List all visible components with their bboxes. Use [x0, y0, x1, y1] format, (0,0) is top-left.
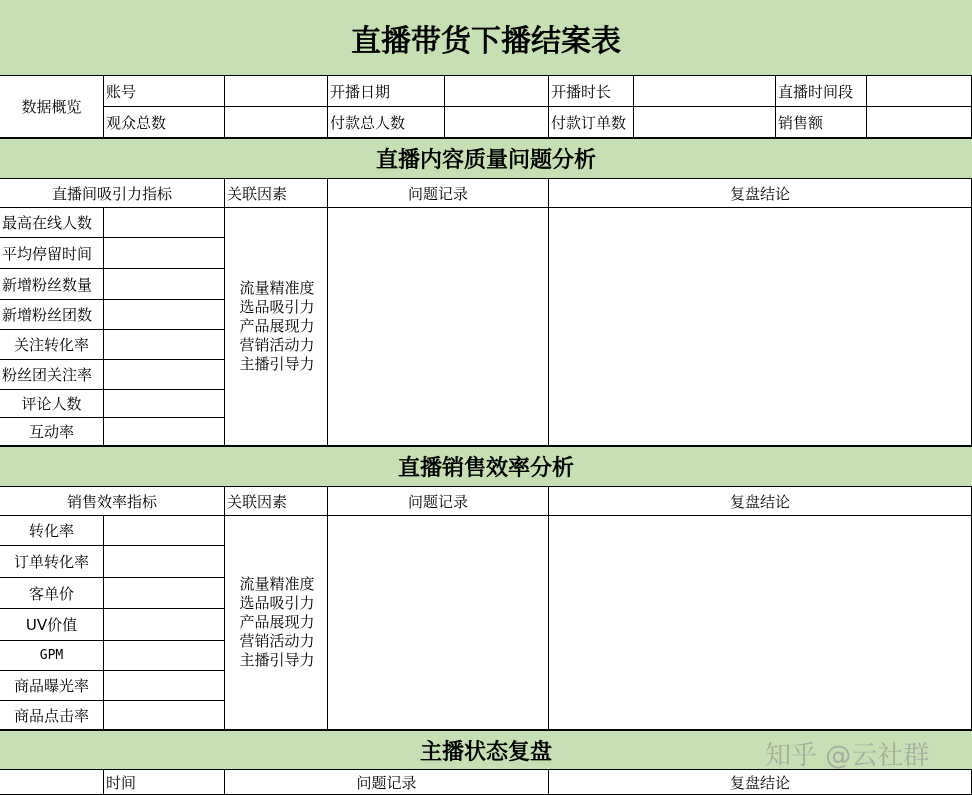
title-text: 直播带货下播结案表: [351, 23, 621, 59]
metric-label: UV价值: [0, 609, 104, 641]
factor-item: 产品展现力: [239, 317, 315, 335]
section1-header-conclusion: 复盘结论: [549, 179, 972, 208]
overview-start-date-label: 开播日期: [328, 76, 445, 107]
watermark: 知乎 @云社群: [765, 741, 930, 771]
section1-heading: [0, 138, 972, 179]
section3-header-conclusion: 复盘结论: [549, 770, 972, 795]
overview-start-date-value[interactable]: [445, 76, 549, 107]
metric-label: 商品点击率: [0, 701, 104, 730]
metric-value[interactable]: [104, 546, 225, 578]
metric-value[interactable]: [104, 330, 225, 360]
section2-factors: [225, 516, 328, 730]
metric-label: 新增粉丝团数: [0, 300, 104, 330]
factor-item: 营销活动力: [239, 336, 315, 354]
overview-viewers-value[interactable]: [225, 107, 328, 138]
metric-label: 评论人数: [0, 390, 104, 418]
metric-value[interactable]: [104, 516, 225, 546]
page-title: [0, 0, 972, 76]
overview-account-label: 账号: [104, 76, 225, 107]
section1-header-factor: 关联因素: [225, 179, 328, 208]
section1-issues-cell[interactable]: [328, 208, 549, 446]
section1-conclusion-cell[interactable]: [549, 208, 972, 446]
overview-duration-value[interactable]: [634, 76, 776, 107]
section2-heading: [0, 446, 972, 487]
factor-item: 产品展现力: [239, 613, 315, 631]
section2-conclusion-cell[interactable]: [549, 516, 972, 730]
metric-value[interactable]: [104, 360, 225, 390]
metric-value[interactable]: [104, 418, 225, 446]
metric-value[interactable]: [104, 671, 225, 701]
factor-item: 主播引导力: [239, 651, 315, 669]
overview-timeslot-value[interactable]: [867, 76, 972, 107]
section2-issues-cell[interactable]: [328, 516, 549, 730]
metric-value[interactable]: [104, 208, 225, 238]
metric-value[interactable]: [104, 609, 225, 641]
metric-value[interactable]: [104, 578, 225, 609]
section3-header-time: 时间: [104, 770, 225, 795]
section2-heading-text: 直播销售效率分析: [397, 456, 574, 481]
overview-orders-label: 付款订单数: [549, 107, 634, 138]
section2-header-factor: 关联因素: [225, 487, 328, 516]
overview-payers-value[interactable]: [445, 107, 549, 138]
section1-header-issues: 问题记录: [328, 179, 549, 208]
metric-value[interactable]: [104, 701, 225, 730]
overview-viewers-label: 观众总数: [104, 107, 225, 138]
factor-item: 选品吸引力: [239, 594, 315, 612]
metric-label: 粉丝团关注率: [0, 360, 104, 390]
metric-label: 客单价: [0, 578, 104, 609]
overview-account-value[interactable]: [225, 76, 328, 107]
section3-blank-cell: [0, 770, 104, 795]
metric-value[interactable]: [104, 238, 225, 269]
section3-header-issues: 问题记录: [225, 770, 549, 795]
overview-timeslot-label: 直播时间段: [776, 76, 867, 107]
factor-item: 营销活动力: [239, 632, 315, 650]
factor-item: 选品吸引力: [239, 298, 315, 316]
factor-item: 主播引导力: [239, 355, 315, 373]
metric-label: 新增粉丝数量: [0, 269, 104, 300]
section2-header-issues: 问题记录: [328, 487, 549, 516]
overview-duration-label: 开播时长: [549, 76, 634, 107]
metric-label: 商品曝光率: [0, 671, 104, 701]
metric-label: GPM: [0, 641, 104, 671]
metric-value[interactable]: [104, 390, 225, 418]
section2-header-metric: 销售效率指标: [0, 487, 225, 516]
section1-header-metric: 直播间吸引力指标: [0, 179, 225, 208]
overview-orders-value[interactable]: [634, 107, 776, 138]
factor-item: 流量精准度: [239, 575, 315, 593]
section1-heading-text: 直播内容质量问题分析: [375, 148, 596, 173]
metric-label: 关注转化率: [0, 330, 104, 360]
section3-heading-text: 主播状态复盘: [419, 739, 552, 765]
metric-value[interactable]: [104, 269, 225, 300]
overview-label: 数据概览: [0, 76, 104, 138]
metric-label: 最高在线人数: [0, 208, 104, 238]
section2-header-conclusion: 复盘结论: [549, 487, 972, 516]
section1-factors: [225, 208, 328, 446]
overview-payers-label: 付款总人数: [328, 107, 445, 138]
metric-label: 转化率: [0, 516, 104, 546]
factor-item: 流量精准度: [239, 279, 315, 297]
overview-sales-value[interactable]: [867, 107, 972, 138]
overview-sales-label: 销售额: [776, 107, 867, 138]
metric-value[interactable]: [104, 300, 225, 330]
metric-label: 互动率: [0, 418, 104, 446]
metric-value[interactable]: [104, 641, 225, 671]
metric-label: 订单转化率: [0, 546, 104, 578]
metric-label: 平均停留时间: [0, 238, 104, 269]
